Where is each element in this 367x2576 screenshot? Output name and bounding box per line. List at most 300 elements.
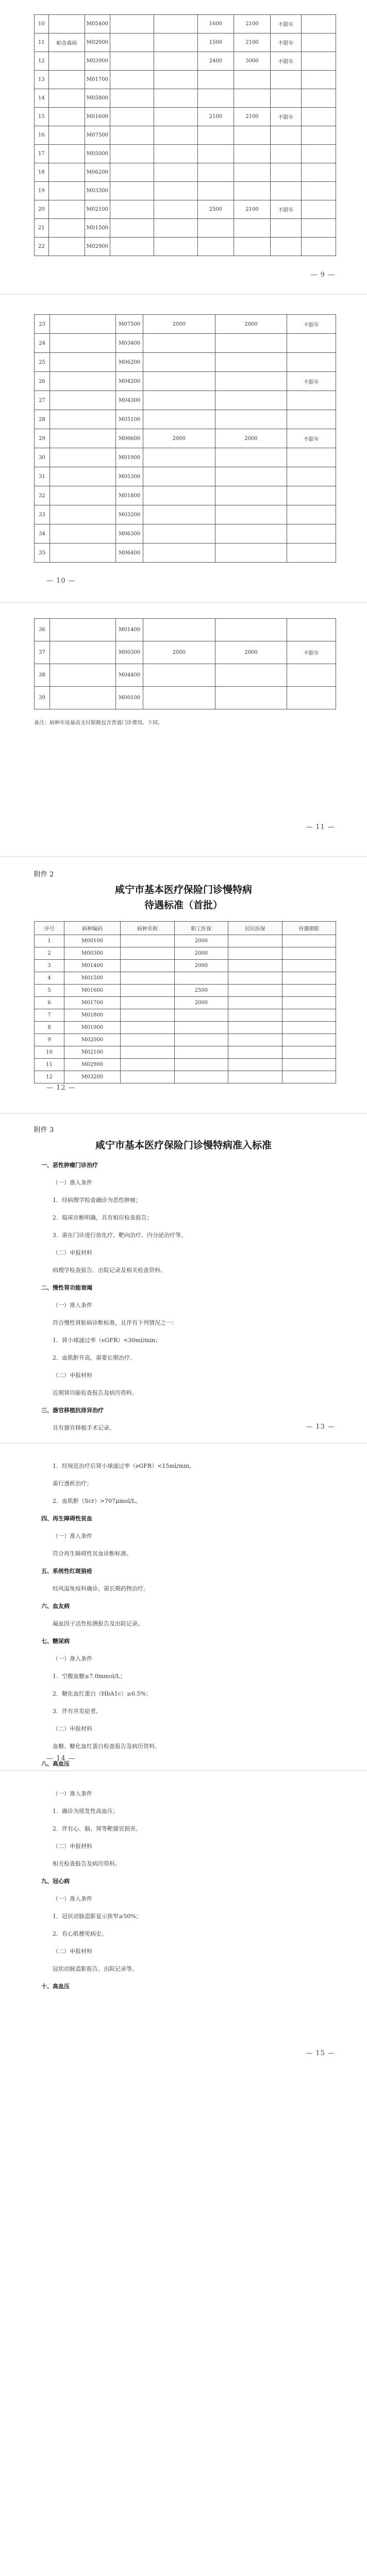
table-cell xyxy=(154,89,197,108)
table-cell xyxy=(154,163,197,182)
table-cell xyxy=(197,89,234,108)
table-cell: 3 xyxy=(35,960,64,972)
table-cell: 帕金森病 xyxy=(48,33,85,52)
table-row xyxy=(35,315,336,334)
table-cell: 2000 xyxy=(143,429,215,448)
table-cell: M02000 xyxy=(64,1034,121,1046)
disease-table-2 xyxy=(34,314,336,563)
table-cell: 1500 xyxy=(197,33,234,52)
table-cell: 2100 xyxy=(234,33,271,52)
table-cell xyxy=(50,687,116,709)
table-cell xyxy=(287,486,336,505)
paragraph: 2．临床诊断明确，具有相应检查报告； xyxy=(53,1214,153,1221)
table-cell xyxy=(50,391,116,410)
paragraph: 2．伴有心、脑、肾等靶器官损害。 xyxy=(53,1825,141,1832)
table-cell xyxy=(121,985,174,997)
paragraph: （二）申报材料 xyxy=(53,1948,92,1955)
table-cell xyxy=(287,619,336,641)
table-cell xyxy=(287,687,336,709)
table-cell: 36 xyxy=(35,619,50,641)
table-cell: M01800 xyxy=(116,486,143,505)
table-cell xyxy=(50,486,116,505)
section-heading: 五、系统性红斑狼疮 xyxy=(41,1568,92,1574)
table-cell: M06300 xyxy=(116,524,143,544)
paragraph: 近期肾功能检查报告及病历资料。 xyxy=(53,1389,138,1396)
table-cell xyxy=(48,219,85,238)
table-cell: 2000 xyxy=(143,315,215,334)
table-cell: M02900 xyxy=(85,238,110,256)
table-cell xyxy=(48,89,85,108)
table-cell xyxy=(228,1022,282,1034)
table-cell: M01600 xyxy=(64,985,121,997)
table-cell xyxy=(215,353,287,372)
table-cell: 2500 xyxy=(174,985,228,997)
table-cell xyxy=(228,1046,282,1059)
table-cell xyxy=(270,219,301,238)
table-cell: 不限年 xyxy=(270,200,301,219)
table-cell: 26 xyxy=(35,372,50,391)
table-cell: M02100 xyxy=(64,1046,121,1059)
table-row xyxy=(35,391,336,410)
table-cell xyxy=(302,200,336,219)
table-row xyxy=(35,89,336,108)
table-row xyxy=(35,1034,336,1046)
table-cell xyxy=(228,1034,282,1046)
table-cell xyxy=(215,486,287,505)
table-cell xyxy=(143,334,215,353)
table-cell xyxy=(174,1009,228,1022)
table-cell: M06400 xyxy=(116,544,143,563)
table-row xyxy=(35,544,336,563)
table-cell xyxy=(143,687,215,709)
table-cell xyxy=(121,960,174,972)
table-cell xyxy=(302,163,336,182)
table-cell: 24 xyxy=(35,334,50,353)
table-cell: M05100 xyxy=(116,410,143,429)
table-cell xyxy=(215,619,287,641)
table-cell xyxy=(48,126,85,145)
table-cell xyxy=(282,947,336,960)
table-cell xyxy=(110,52,154,71)
table-cell: 17 xyxy=(35,145,49,163)
table-cell xyxy=(228,972,282,985)
table-cell xyxy=(234,163,271,182)
table-cell xyxy=(228,1009,282,1022)
table-cell: M07500 xyxy=(116,315,143,334)
section-heading: 九、冠心病 xyxy=(41,1878,70,1885)
table-cell xyxy=(197,182,234,200)
table-cell: 5 xyxy=(35,985,64,997)
table-cell: 15 xyxy=(35,108,49,126)
table-cell xyxy=(287,334,336,353)
table-row xyxy=(35,71,336,89)
paragraph: 相关检查报告及病历资料。 xyxy=(53,1860,121,1867)
table-cell xyxy=(174,1071,228,1083)
table-cell xyxy=(143,619,215,641)
table-row xyxy=(35,619,336,641)
table-cell xyxy=(282,997,336,1009)
table-cell xyxy=(282,1059,336,1071)
table-cell: 23 xyxy=(35,315,50,334)
table-cell: M00300 xyxy=(64,947,121,960)
table-cell xyxy=(110,200,154,219)
table-cell: 35 xyxy=(35,544,50,563)
table-cell xyxy=(270,163,301,182)
table-cell: 待遇期限 xyxy=(282,922,336,935)
table-cell: 20 xyxy=(35,200,49,219)
table-cell xyxy=(287,524,336,544)
annex-title: 咸宁市基本医疗保险门诊慢特病准入标准 xyxy=(95,1140,272,1151)
table-cell: M05300 xyxy=(116,467,143,486)
table-cell: 2500 xyxy=(197,200,234,219)
table-row xyxy=(35,972,336,985)
table-cell: 21 xyxy=(35,219,49,238)
table-cell xyxy=(215,410,287,429)
table-cell xyxy=(143,467,215,486)
table-cell xyxy=(215,687,287,709)
table-row xyxy=(35,334,336,353)
paragraph: （二）申报材料 xyxy=(53,1249,92,1256)
paragraph: 2．血肌酐（Scr）>707μmol/L。 xyxy=(53,1498,141,1504)
table-cell xyxy=(302,108,336,126)
table-cell: M01400 xyxy=(116,619,143,641)
table-cell: 10 xyxy=(35,15,49,33)
table-cell: 病种编码 xyxy=(64,922,121,935)
table-row xyxy=(35,935,336,947)
table-cell: 2100 xyxy=(197,108,234,126)
table-cell xyxy=(143,448,215,467)
table-row xyxy=(35,505,336,524)
table-cell: 8 xyxy=(35,1022,64,1034)
table-cell: 34 xyxy=(35,524,50,544)
table-cell xyxy=(121,1059,174,1071)
table-cell xyxy=(143,664,215,687)
table-cell: 32 xyxy=(35,486,50,505)
paragraph: 3．需在门诊进行放化疗、靶向治疗、内分泌治疗等。 xyxy=(53,1232,187,1239)
table-cell xyxy=(154,145,197,163)
table-cell xyxy=(143,391,215,410)
paragraph: （一）准入条件 xyxy=(53,1655,92,1662)
table-cell: M03300 xyxy=(85,182,110,200)
table-cell xyxy=(282,960,336,972)
table-cell: 10 xyxy=(35,1046,64,1059)
section-heading: 四、再生障碍性贫血 xyxy=(41,1515,92,1522)
table-cell xyxy=(270,89,301,108)
paragraph: 2．糖化血红蛋白（HbA1c）≥6.5%； xyxy=(53,1690,152,1697)
page-number: — 12 — xyxy=(46,1084,76,1092)
paragraph: 2．血肌酐升高，需要长期治疗。 xyxy=(53,1354,136,1361)
table-row xyxy=(35,1046,336,1059)
table-cell xyxy=(48,145,85,163)
table-cell xyxy=(121,997,174,1009)
paragraph: 1．肾小球滤过率（eGFR）<30ml/min； xyxy=(53,1337,161,1344)
table-row xyxy=(35,641,336,664)
table-cell: M02000 xyxy=(85,33,110,52)
table-cell: M01400 xyxy=(64,960,121,972)
table-cell: 22 xyxy=(35,238,49,256)
table-cell xyxy=(270,182,301,200)
paragraph: 病理学检查报告、出院记录及相关检查资料。 xyxy=(53,1267,166,1274)
table-cell xyxy=(154,52,197,71)
table-row xyxy=(35,219,336,238)
table-note: 备注：病种年度最高支付限额包含普通门诊费用。下同。 xyxy=(34,720,163,726)
table-cell xyxy=(234,89,271,108)
table-cell: M04200 xyxy=(116,372,143,391)
table-cell xyxy=(154,126,197,145)
disease-table-3 xyxy=(34,618,336,709)
table-row xyxy=(35,410,336,429)
table-cell: 31 xyxy=(35,467,50,486)
paragraph: 3．伴有并发症者。 xyxy=(53,1708,102,1715)
table-cell xyxy=(50,467,116,486)
table-cell: 职工医保 xyxy=(174,922,228,935)
table-cell: 居民医保 xyxy=(228,922,282,935)
table-row xyxy=(35,353,336,372)
table-cell xyxy=(154,200,197,219)
table-cell xyxy=(110,15,154,33)
table-cell xyxy=(228,960,282,972)
table-row xyxy=(35,947,336,960)
table-cell xyxy=(270,71,301,89)
table-cell xyxy=(50,448,116,467)
table-cell xyxy=(302,15,336,33)
table-cell: 29 xyxy=(35,429,50,448)
table-cell xyxy=(287,448,336,467)
table-cell: 7 xyxy=(35,1009,64,1022)
table-cell xyxy=(110,238,154,256)
table-cell xyxy=(302,89,336,108)
table-cell xyxy=(302,145,336,163)
table-cell xyxy=(174,1046,228,1059)
paragraph: 血糖、糖化血红蛋白检查报告及病历资料。 xyxy=(53,1743,160,1750)
table-cell: M01500 xyxy=(64,972,121,985)
table-cell xyxy=(302,238,336,256)
table-row xyxy=(35,960,336,972)
table-cell: M01600 xyxy=(85,108,110,126)
section-heading: 二、慢性肾功能衰竭 xyxy=(41,1284,92,1291)
table-cell: 39 xyxy=(35,687,50,709)
table-cell xyxy=(50,505,116,524)
table-row xyxy=(35,108,336,126)
table-cell xyxy=(174,972,228,985)
table-cell: 30 xyxy=(35,448,50,467)
table-header-row xyxy=(35,922,336,935)
document-page-2 xyxy=(0,299,367,598)
table-cell xyxy=(50,410,116,429)
table-cell: M04300 xyxy=(116,391,143,410)
table-cell xyxy=(287,391,336,410)
table-cell xyxy=(48,200,85,219)
table-cell: 12 xyxy=(35,52,49,71)
table-cell: 不限年 xyxy=(270,15,301,33)
table-row xyxy=(35,163,336,182)
table-cell xyxy=(121,1034,174,1046)
table-cell: M06200 xyxy=(116,353,143,372)
table-cell xyxy=(154,71,197,89)
table-cell: M01700 xyxy=(85,71,110,89)
table-cell xyxy=(50,544,116,563)
table-cell xyxy=(234,182,271,200)
section-heading: 八、高血压 xyxy=(41,1760,70,1767)
table-cell xyxy=(215,544,287,563)
paragraph: 1．经规范治疗后肾小球滤过率（eGFR）<15ml/min， xyxy=(53,1463,195,1469)
page-number: — 14 — xyxy=(46,1755,76,1762)
paragraph: （二）申报材料 xyxy=(53,1725,92,1732)
table-cell xyxy=(121,1071,174,1083)
table-cell xyxy=(302,52,336,71)
table-cell xyxy=(121,947,174,960)
table-cell xyxy=(50,372,116,391)
table-cell: 病种名称 xyxy=(121,922,174,935)
paragraph: （二）申报材料 xyxy=(53,1843,92,1850)
table-cell xyxy=(215,524,287,544)
table-cell xyxy=(302,182,336,200)
table-cell xyxy=(143,353,215,372)
table-cell xyxy=(234,126,271,145)
table-cell xyxy=(234,238,271,256)
table-cell: 25 xyxy=(35,353,50,372)
table-cell xyxy=(302,71,336,89)
table-cell: 28 xyxy=(35,410,50,429)
table-cell: 不限年 xyxy=(287,372,336,391)
table-cell xyxy=(282,935,336,947)
table-cell xyxy=(282,1046,336,1059)
disease-table-1 xyxy=(34,14,336,256)
table-cell xyxy=(234,145,271,163)
table-cell: 不限年 xyxy=(287,429,336,448)
table-cell: M01700 xyxy=(64,997,121,1009)
table-row xyxy=(35,664,336,687)
table-cell: 2000 xyxy=(174,997,228,1009)
table-cell xyxy=(154,238,197,256)
table-cell: M02100 xyxy=(85,200,110,219)
table-cell: M03400 xyxy=(116,334,143,353)
table-cell xyxy=(50,641,116,664)
table-cell xyxy=(287,353,336,372)
table-row xyxy=(35,372,336,391)
paragraph: 具有器官移植手术记录。 xyxy=(53,1425,115,1431)
table-cell: 14 xyxy=(35,89,49,108)
table-cell xyxy=(228,985,282,997)
table-cell xyxy=(228,947,282,960)
paragraph: 需行透析治疗； xyxy=(53,1480,92,1487)
paragraph: 符合再生障碍性贫血诊断标准。 xyxy=(53,1550,132,1557)
table-cell: 不限年 xyxy=(287,315,336,334)
table-cell: M05800 xyxy=(85,89,110,108)
table-cell xyxy=(50,524,116,544)
table-cell xyxy=(197,219,234,238)
table-cell: 16 xyxy=(35,126,49,145)
table-row xyxy=(35,985,336,997)
table-cell xyxy=(154,219,197,238)
table-cell: M01800 xyxy=(64,1009,121,1022)
table-cell xyxy=(228,1059,282,1071)
table-cell: 2000 xyxy=(174,960,228,972)
table-cell: M03200 xyxy=(64,1071,121,1083)
table-cell xyxy=(121,935,174,947)
table-row xyxy=(35,1009,336,1022)
table-cell: M01500 xyxy=(85,219,110,238)
table-cell xyxy=(110,182,154,200)
table-cell: 2100 xyxy=(234,15,271,33)
table-cell: 2000 xyxy=(143,641,215,664)
document-page-6 xyxy=(0,1449,367,1768)
table-cell xyxy=(110,71,154,89)
table-cell: 11 xyxy=(35,33,49,52)
table-row xyxy=(35,33,336,52)
table-cell: 2400 xyxy=(197,52,234,71)
annex2-table xyxy=(34,921,336,1083)
table-cell xyxy=(215,334,287,353)
table-cell: 2000 xyxy=(174,947,228,960)
page-number: — 10 — xyxy=(46,577,76,585)
table-cell xyxy=(110,145,154,163)
table-cell xyxy=(50,429,116,448)
paragraph: 1．确诊为原发性高血压； xyxy=(53,1808,119,1815)
document-page-5 xyxy=(0,1119,367,1438)
table-cell xyxy=(154,182,197,200)
table-cell xyxy=(50,353,116,372)
paragraph: 1．冠状动脉造影显示狭窄≥50%； xyxy=(53,1913,142,1920)
paragraph: （一）准入条件 xyxy=(53,1302,92,1309)
table-cell xyxy=(50,315,116,334)
table-cell: 27 xyxy=(35,391,50,410)
table-cell xyxy=(282,1034,336,1046)
table-cell xyxy=(215,448,287,467)
table-cell: 不限年 xyxy=(270,33,301,52)
table-cell xyxy=(282,1071,336,1083)
table-cell xyxy=(282,1009,336,1022)
table-cell xyxy=(154,108,197,126)
table-cell xyxy=(48,182,85,200)
table-cell xyxy=(143,372,215,391)
table-row xyxy=(35,200,336,219)
table-cell: 2000 xyxy=(215,641,287,664)
annex-title-line1: 咸宁市基本医疗保险门诊慢特病 xyxy=(114,884,252,895)
table-cell xyxy=(50,334,116,353)
table-cell xyxy=(228,935,282,947)
annex-label: 附件 2 xyxy=(34,871,54,878)
table-cell: 33 xyxy=(35,505,50,524)
table-cell xyxy=(110,126,154,145)
document-page-7 xyxy=(0,1776,367,2065)
annex-label: 附件 3 xyxy=(34,1126,54,1134)
table-cell xyxy=(143,410,215,429)
table-cell xyxy=(50,664,116,687)
table-row xyxy=(35,1022,336,1034)
table-cell: M06200 xyxy=(85,163,110,182)
table-cell xyxy=(215,467,287,486)
table-row xyxy=(35,238,336,256)
table-cell: 不限年 xyxy=(287,641,336,664)
table-cell: M00300 xyxy=(116,641,143,664)
table-cell xyxy=(48,108,85,126)
paragraph: （一）准入条件 xyxy=(53,1790,92,1797)
paragraph: 符合慢性肾脏病诊断标准，且伴有下列情况之一： xyxy=(53,1319,177,1326)
table-cell xyxy=(174,1059,228,1071)
page-number: — 11 — xyxy=(306,823,335,831)
table-cell xyxy=(174,1034,228,1046)
table-cell xyxy=(110,108,154,126)
table-row xyxy=(35,687,336,709)
table-cell: M03900 xyxy=(85,52,110,71)
table-cell xyxy=(287,467,336,486)
table-cell xyxy=(270,126,301,145)
section-heading: 三、器官移植抗排异治疗 xyxy=(41,1407,104,1414)
paragraph: （一）准入条件 xyxy=(53,1895,92,1902)
page-number: — 13 — xyxy=(306,1423,335,1431)
table-cell xyxy=(143,544,215,563)
